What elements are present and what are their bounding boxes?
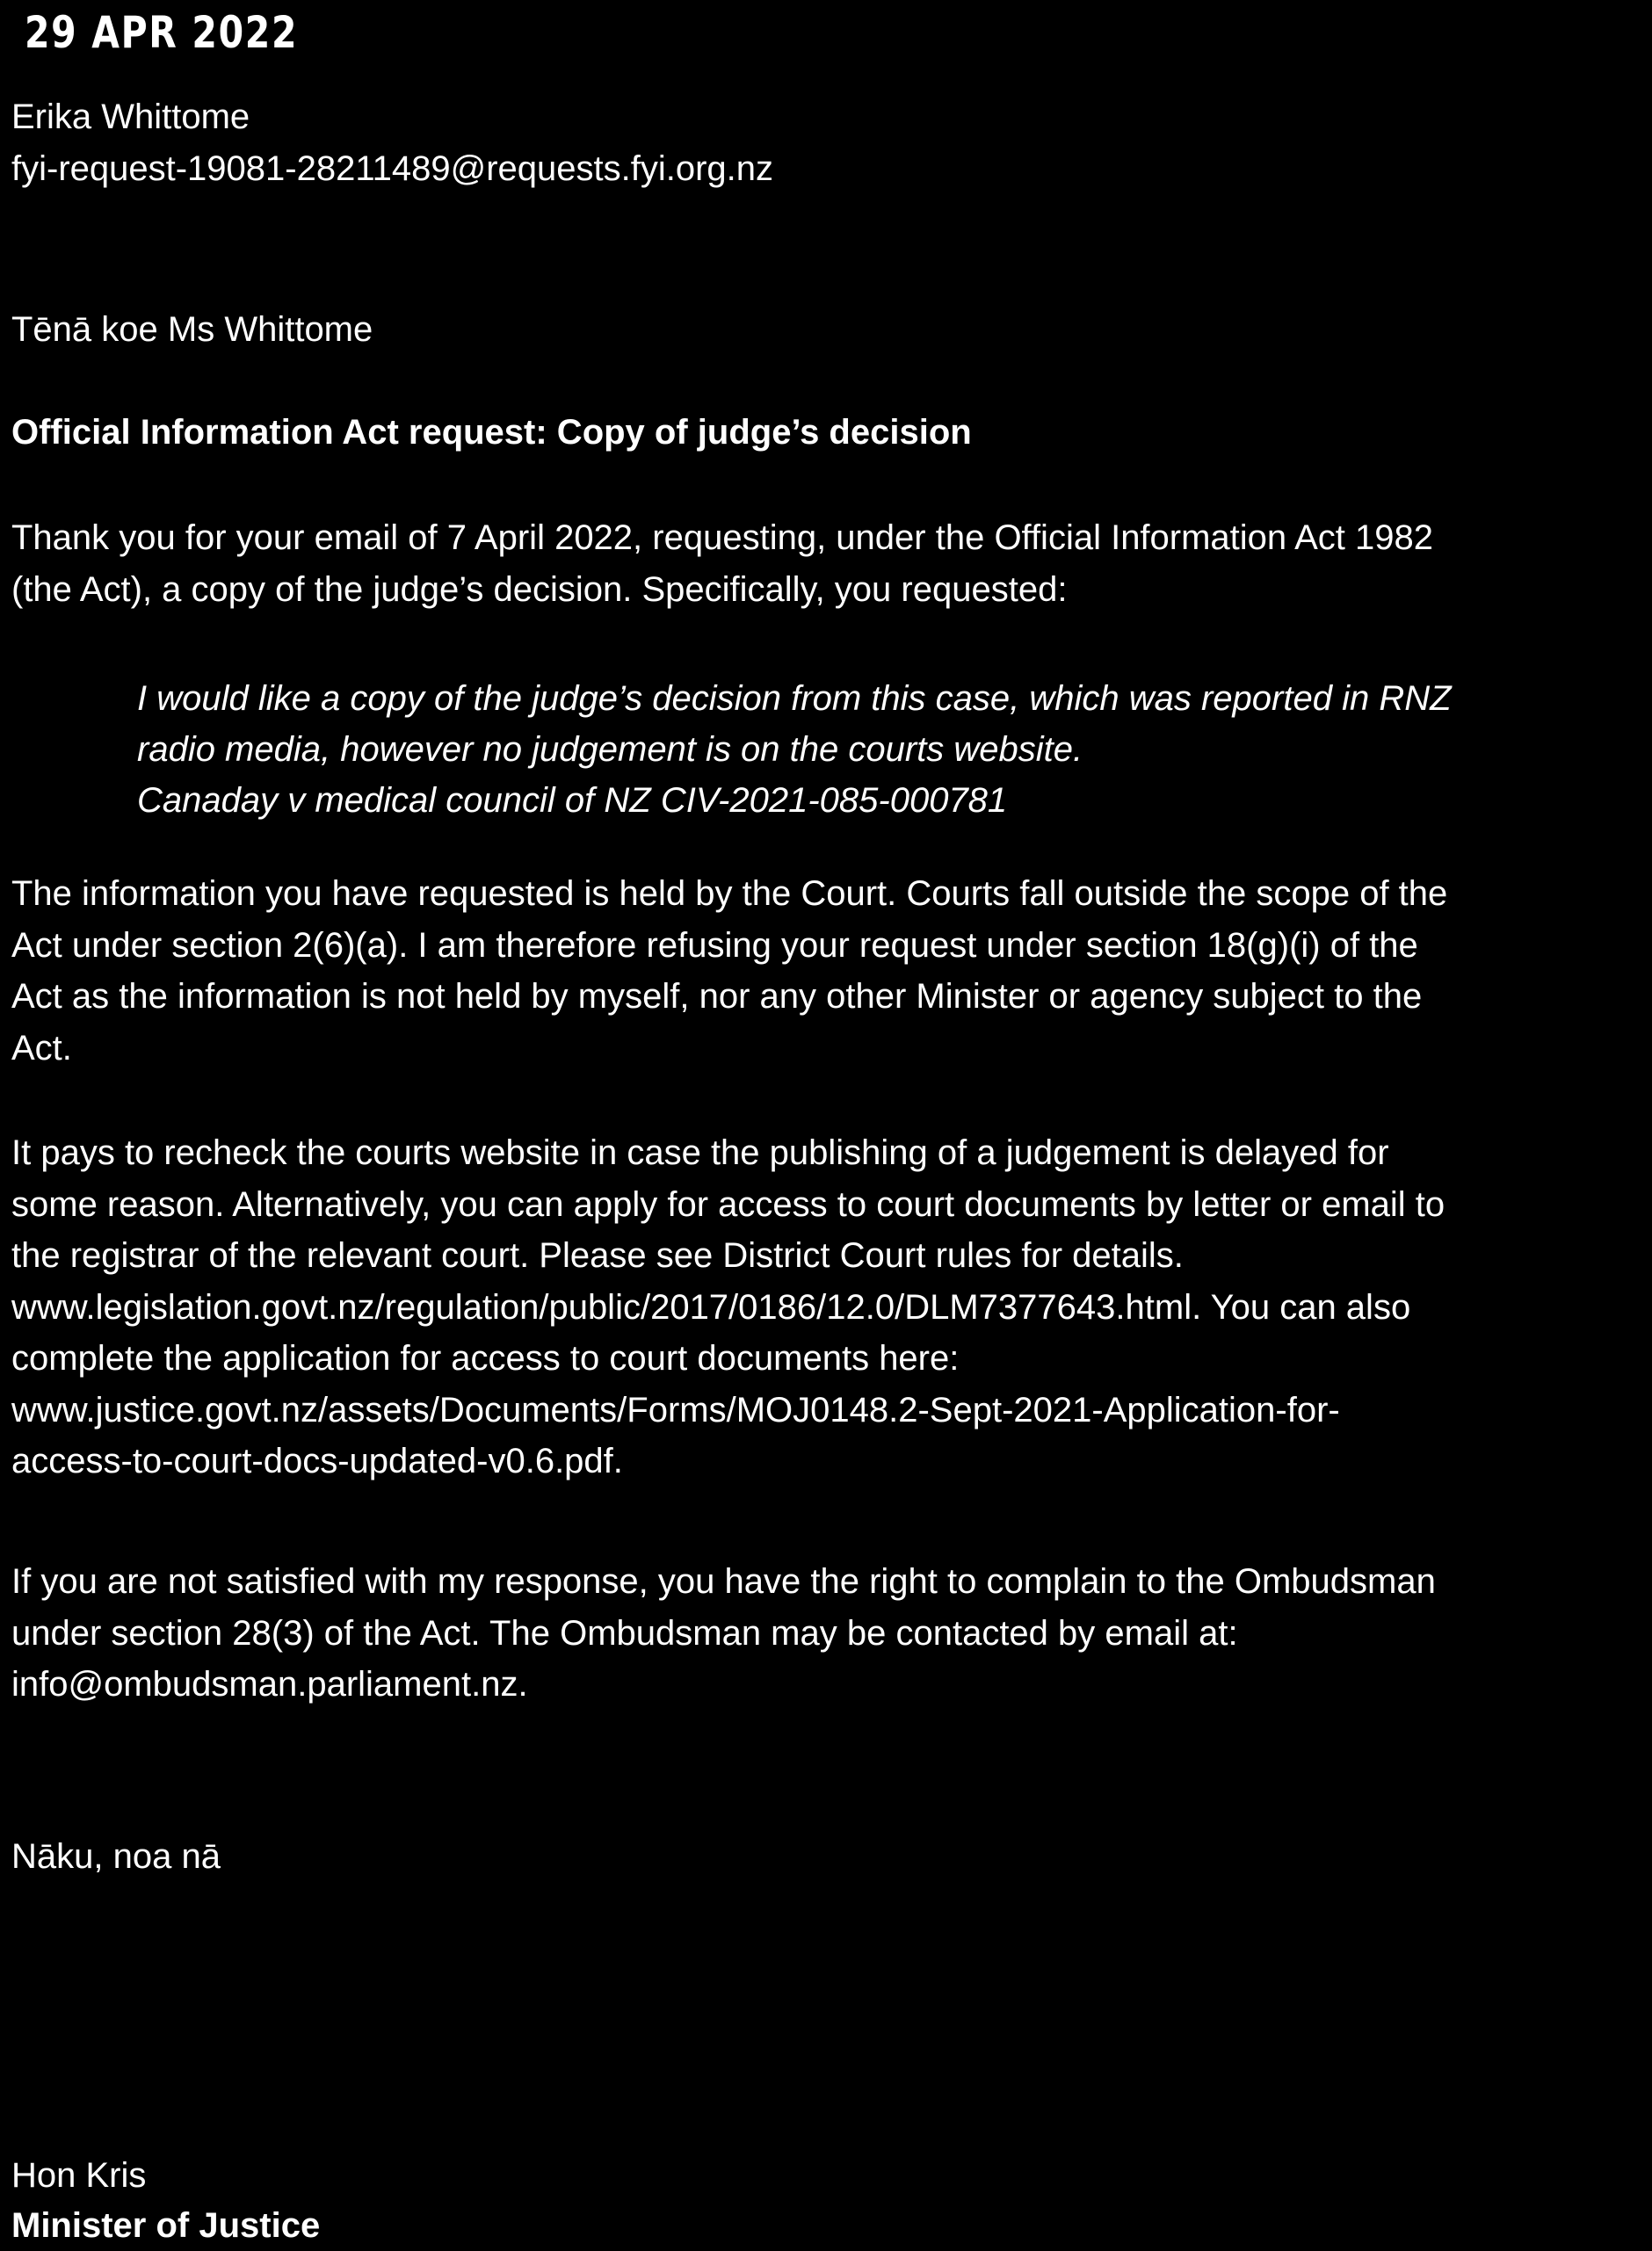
intro-paragraph (11, 512, 1641, 615)
date-stamp: 29 APR 2022 (25, 7, 299, 58)
quote-line: I would like a copy of the judge’s decision from this case, which was reported in RNZ (137, 679, 1452, 718)
advice-line: It pays to recheck the courts website in case the publishing of a judgement is delayed for (11, 1133, 1389, 1172)
refusal-line: Act. (11, 1028, 72, 1068)
ombudsman-line: under section 28(3) of the Act. The Ombudsman may be contacted by email at: (11, 1613, 1238, 1653)
signatory-title: Minister of Justice (11, 2206, 321, 2245)
refusal-line: Act under section 2(6)(a). I am therefore refusing your request under section 18(g)(i) of the (11, 925, 1418, 965)
closing: Nāku, noa nā (11, 1837, 221, 1876)
advice-line: www.legislation.govt.nz/regulation/public/2017/0186/12.0/DLM7377643.html. You can also (11, 1287, 1411, 1327)
advice-line: access-to-court-docs-updated-v0.6.pdf. (11, 1442, 623, 1480)
recipient-email: fyi-request-19081-28211489@requests.fyi.org.nz (11, 149, 774, 188)
subject-heading: Official Information Act request: Copy of judge’s decision (11, 413, 972, 452)
refusal-line: Act as the information is not held by myself, nor any other Minister or agency subject to the (11, 977, 1423, 1016)
intro-line: Thank you for your email of 7 April 2022, requesting, under the Official Information Act 1982 (11, 518, 1433, 557)
advice-line: www.justice.govt.nz/assets/Documents/Forms/MOJ0148.2-Sept-2021-Application-for- (11, 1390, 1340, 1429)
ombudsman-line: info@ombudsman.parliament.nz. (11, 1665, 528, 1704)
salutation: Tēnā koe Ms Whittome (11, 310, 373, 349)
recipient-name: Erika Whittome (11, 98, 250, 136)
advice-line: some reason. Alternatively, you can apply for access to court documents by letter or email to (11, 1184, 1446, 1224)
quote-line: radio media, however no judgement is on the courts website. (137, 730, 1083, 769)
refusal-line: The information you have requested is held by the Court. Courts fall outside the scope of the (11, 874, 1448, 913)
signatory-name: Hon Kris (11, 2156, 147, 2195)
advice-line: the registrar of the relevant court. Please see District Court rules for details. (11, 1236, 1184, 1275)
advice-line: complete the application for access to court documents here: (11, 1339, 960, 1378)
ombudsman-line: If you are not satisfied with my response, you have the right to complain to the Ombudsman (11, 1562, 1436, 1601)
advice-paragraph (11, 1127, 1641, 1487)
quote-line: Canaday v medical council of NZ CIV-2021-085-000781 (137, 781, 1008, 820)
quoted-request (137, 673, 1452, 826)
ombudsman-paragraph (11, 1556, 1641, 1711)
refusal-paragraph (11, 868, 1641, 1074)
intro-line: (the Act), a copy of the judge’s decision. Specifically, you requested: (11, 569, 1068, 609)
